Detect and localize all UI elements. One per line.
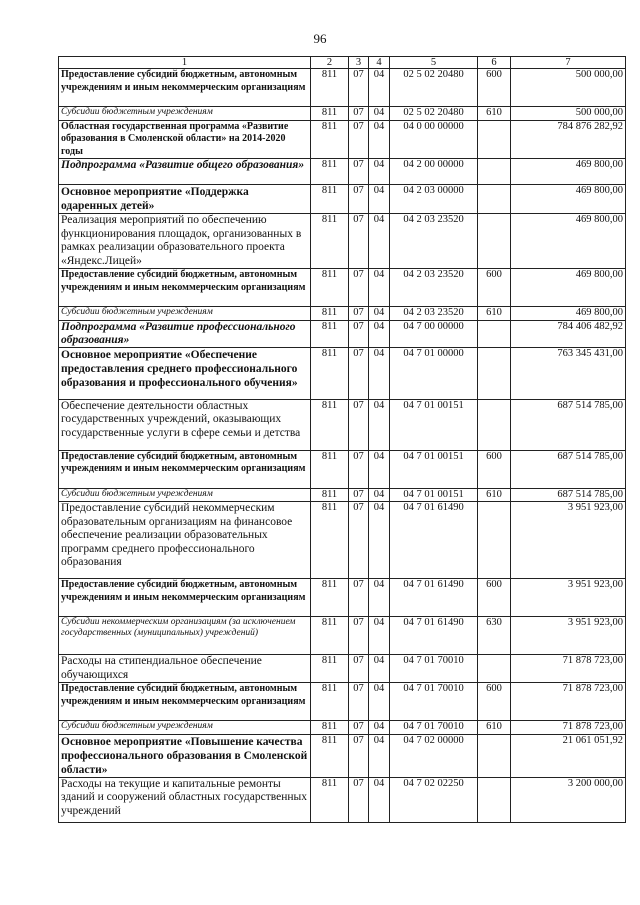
ministry-code: 811	[311, 734, 349, 777]
table-row	[59, 399, 626, 450]
section-code: 07	[349, 320, 369, 347]
expense-item-name: Основное мероприятие «Обеспечение предоставления среднего профессионального образования и профессионального обучения»	[59, 347, 311, 399]
subsection-code: 04	[369, 721, 390, 735]
amount: 21 061 051,92	[511, 734, 626, 777]
expense-type-code: 600	[478, 269, 511, 307]
subsection-code: 04	[369, 655, 390, 683]
expense-item-name: Субсидии бюджетным учреждениям	[59, 307, 311, 321]
target-article-code: 04 7 01 61490	[390, 579, 478, 617]
section-code: 07	[349, 488, 369, 502]
section-code: 07	[349, 185, 369, 214]
subsection-code: 04	[369, 734, 390, 777]
expense-item-name: Субсидии бюджетным учреждениям	[59, 488, 311, 502]
subsection-code: 04	[369, 617, 390, 655]
amount: 500 000,00	[511, 107, 626, 121]
ministry-code: 811	[311, 655, 349, 683]
table-row	[59, 185, 626, 214]
expense-type-code: 610	[478, 107, 511, 121]
expense-type-code: 600	[478, 450, 511, 488]
section-code: 07	[349, 120, 369, 159]
header-cell: 5	[390, 57, 478, 69]
amount: 3 200 000,00	[511, 777, 626, 822]
subsection-code: 04	[369, 185, 390, 214]
target-article-code: 04 7 00 00000	[390, 320, 478, 347]
expense-type-code	[478, 347, 511, 399]
table-row	[59, 579, 626, 617]
ministry-code: 811	[311, 214, 349, 269]
ministry-code: 811	[311, 159, 349, 185]
expense-item-name: Субсидии бюджетным учреждениям	[59, 107, 311, 121]
amount: 469 800,00	[511, 159, 626, 185]
section-code: 07	[349, 777, 369, 822]
table-row	[59, 734, 626, 777]
header-cell: 6	[478, 57, 511, 69]
ministry-code: 811	[311, 347, 349, 399]
target-article-code: 02 5 02 20480	[390, 69, 478, 107]
expense-item-name: Предоставление субсидий бюджетным, автономным учреждениям и иным некоммерческим организациям	[59, 683, 311, 721]
table-header-row	[59, 57, 626, 69]
target-article-code: 04 2 03 23520	[390, 269, 478, 307]
expense-item-name: Предоставление субсидий некоммерческим образовательным организациям на финансовое обеспечение реализации образовательных программ среднего профессионального образования	[59, 502, 311, 579]
target-article-code: 04 7 01 00000	[390, 347, 478, 399]
target-article-code: 04 2 03 23520	[390, 214, 478, 269]
expense-item-name: Расходы на текущие и капитальные ремонты зданий и сооружений областных государственных учреждений	[59, 777, 311, 822]
amount: 763 345 431,00	[511, 347, 626, 399]
ministry-code: 811	[311, 69, 349, 107]
subsection-code: 04	[369, 159, 390, 185]
table-row	[59, 69, 626, 107]
table-row	[59, 655, 626, 683]
table-row	[59, 777, 626, 822]
ministry-code: 811	[311, 399, 349, 450]
ministry-code: 811	[311, 617, 349, 655]
expense-type-code: 600	[478, 69, 511, 107]
page-number: 96	[313, 31, 327, 46]
expense-item-name: Предоставление субсидий бюджетным, автономным учреждениям и иным некоммерческим организациям	[59, 69, 311, 107]
amount: 469 800,00	[511, 269, 626, 307]
expense-item-name: Расходы на стипендиальное обеспечение обучающихся	[59, 655, 311, 683]
expense-item-name: Субсидии некоммерческим организациям (за исключением государственных (муниципальных) учреждений)	[59, 617, 311, 655]
table-row	[59, 269, 626, 307]
table-row	[59, 617, 626, 655]
target-article-code: 04 7 01 61490	[390, 502, 478, 579]
table-row	[59, 320, 626, 347]
target-article-code: 04 7 01 70010	[390, 655, 478, 683]
expense-type-code	[478, 777, 511, 822]
section-code: 07	[349, 159, 369, 185]
table-row	[59, 214, 626, 269]
subsection-code: 04	[369, 120, 390, 159]
subsection-code: 04	[369, 488, 390, 502]
ministry-code: 811	[311, 307, 349, 321]
table-row	[59, 120, 626, 159]
expense-item-name: Субсидии бюджетным учреждениям	[59, 721, 311, 735]
expense-type-code	[478, 734, 511, 777]
expense-item-name: Подпрограмма «Развитие общего образования»	[59, 159, 311, 185]
expense-item-name: Предоставление субсидий бюджетным, автономным учреждениям и иным некоммерческим организациям	[59, 450, 311, 488]
target-article-code: 04 0 00 00000	[390, 120, 478, 159]
amount: 784 876 282,92	[511, 120, 626, 159]
expense-type-code	[478, 655, 511, 683]
target-article-code: 04 7 01 00151	[390, 488, 478, 502]
subsection-code: 04	[369, 347, 390, 399]
ministry-code: 811	[311, 579, 349, 617]
ministry-code: 811	[311, 269, 349, 307]
section-code: 07	[349, 617, 369, 655]
budget-table	[58, 56, 626, 823]
section-code: 07	[349, 502, 369, 579]
amount: 687 514 785,00	[511, 450, 626, 488]
amount: 784 406 482,92	[511, 320, 626, 347]
target-article-code: 04 7 02 02250	[390, 777, 478, 822]
header-cell: 7	[511, 57, 626, 69]
ministry-code: 811	[311, 120, 349, 159]
table-row	[59, 159, 626, 185]
expense-type-code	[478, 120, 511, 159]
expense-type-code	[478, 502, 511, 579]
ministry-code: 811	[311, 107, 349, 121]
section-code: 07	[349, 399, 369, 450]
target-article-code: 04 2 00 00000	[390, 159, 478, 185]
expense-type-code: 600	[478, 683, 511, 721]
header-cell: 1	[59, 57, 311, 69]
table-row	[59, 502, 626, 579]
expense-type-code: 600	[478, 579, 511, 617]
section-code: 07	[349, 347, 369, 399]
ministry-code: 811	[311, 502, 349, 579]
table-row	[59, 450, 626, 488]
subsection-code: 04	[369, 777, 390, 822]
section-code: 07	[349, 214, 369, 269]
expense-type-code: 610	[478, 307, 511, 321]
section-code: 07	[349, 69, 369, 107]
section-code: 07	[349, 721, 369, 735]
ministry-code: 811	[311, 721, 349, 735]
target-article-code: 04 7 01 70010	[390, 683, 478, 721]
section-code: 07	[349, 450, 369, 488]
subsection-code: 04	[369, 214, 390, 269]
target-article-code: 04 7 01 00151	[390, 399, 478, 450]
expense-type-code	[478, 214, 511, 269]
table-row	[59, 488, 626, 502]
table-row	[59, 347, 626, 399]
expense-item-name: Обеспечение деятельности областных государственных учреждений, оказывающих государственные услуги в сфере семьи и детства	[59, 399, 311, 450]
header-cell: 3	[349, 57, 369, 69]
target-article-code: 04 2 03 23520	[390, 307, 478, 321]
expense-type-code: 630	[478, 617, 511, 655]
amount: 687 514 785,00	[511, 488, 626, 502]
section-code: 07	[349, 269, 369, 307]
expense-item-name: Предоставление субсидий бюджетным, автономным учреждениям и иным некоммерческим организациям	[59, 269, 311, 307]
amount: 71 878 723,00	[511, 721, 626, 735]
table-row	[59, 307, 626, 321]
subsection-code: 04	[369, 269, 390, 307]
expense-type-code	[478, 399, 511, 450]
section-code: 07	[349, 107, 369, 121]
expense-item-name: Областная государственная программа «Развитие образования в Смоленской области» на 2014-2020 годы	[59, 120, 311, 159]
target-article-code: 04 7 01 61490	[390, 617, 478, 655]
amount: 687 514 785,00	[511, 399, 626, 450]
ministry-code: 811	[311, 683, 349, 721]
expense-item-name: Основное мероприятие «Повышение качества профессионального образования в Смоленской области»	[59, 734, 311, 777]
table-row	[59, 721, 626, 735]
target-article-code: 04 7 01 00151	[390, 450, 478, 488]
ministry-code: 811	[311, 488, 349, 502]
table-row	[59, 683, 626, 721]
amount: 3 951 923,00	[511, 502, 626, 579]
amount: 469 800,00	[511, 185, 626, 214]
subsection-code: 04	[369, 683, 390, 721]
subsection-code: 04	[369, 579, 390, 617]
target-article-code: 04 2 03 00000	[390, 185, 478, 214]
section-code: 07	[349, 734, 369, 777]
subsection-code: 04	[369, 307, 390, 321]
expense-item-name: Основное мероприятие «Поддержка одаренных детей»	[59, 185, 311, 214]
header-cell: 2	[311, 57, 349, 69]
amount: 71 878 723,00	[511, 683, 626, 721]
target-article-code: 04 7 02 00000	[390, 734, 478, 777]
subsection-code: 04	[369, 502, 390, 579]
section-code: 07	[349, 579, 369, 617]
ministry-code: 811	[311, 320, 349, 347]
expense-type-code	[478, 320, 511, 347]
amount: 3 951 923,00	[511, 617, 626, 655]
expense-item-name: Предоставление субсидий бюджетным, автономным учреждениям и иным некоммерческим организациям	[59, 579, 311, 617]
table-row	[59, 107, 626, 121]
target-article-code: 02 5 02 20480	[390, 107, 478, 121]
target-article-code: 04 7 01 70010	[390, 721, 478, 735]
expense-type-code: 610	[478, 721, 511, 735]
amount: 469 800,00	[511, 214, 626, 269]
expense-item-name: Подпрограмма «Развитие профессионального образования»	[59, 320, 311, 347]
subsection-code: 04	[369, 320, 390, 347]
amount: 469 800,00	[511, 307, 626, 321]
expense-type-code	[478, 185, 511, 214]
amount: 500 000,00	[511, 69, 626, 107]
section-code: 07	[349, 655, 369, 683]
expense-type-code	[478, 159, 511, 185]
amount: 3 951 923,00	[511, 579, 626, 617]
subsection-code: 04	[369, 450, 390, 488]
subsection-code: 04	[369, 69, 390, 107]
ministry-code: 811	[311, 185, 349, 214]
subsection-code: 04	[369, 107, 390, 121]
amount: 71 878 723,00	[511, 655, 626, 683]
section-code: 07	[349, 683, 369, 721]
header-cell: 4	[369, 57, 390, 69]
ministry-code: 811	[311, 777, 349, 822]
subsection-code: 04	[369, 399, 390, 450]
ministry-code: 811	[311, 450, 349, 488]
expense-item-name: Реализация мероприятий по обеспечению функционирования площадок, организованных в рамках реализации образовательного проекта «Яндекс.Лицей»	[59, 214, 311, 269]
section-code: 07	[349, 307, 369, 321]
expense-type-code: 610	[478, 488, 511, 502]
